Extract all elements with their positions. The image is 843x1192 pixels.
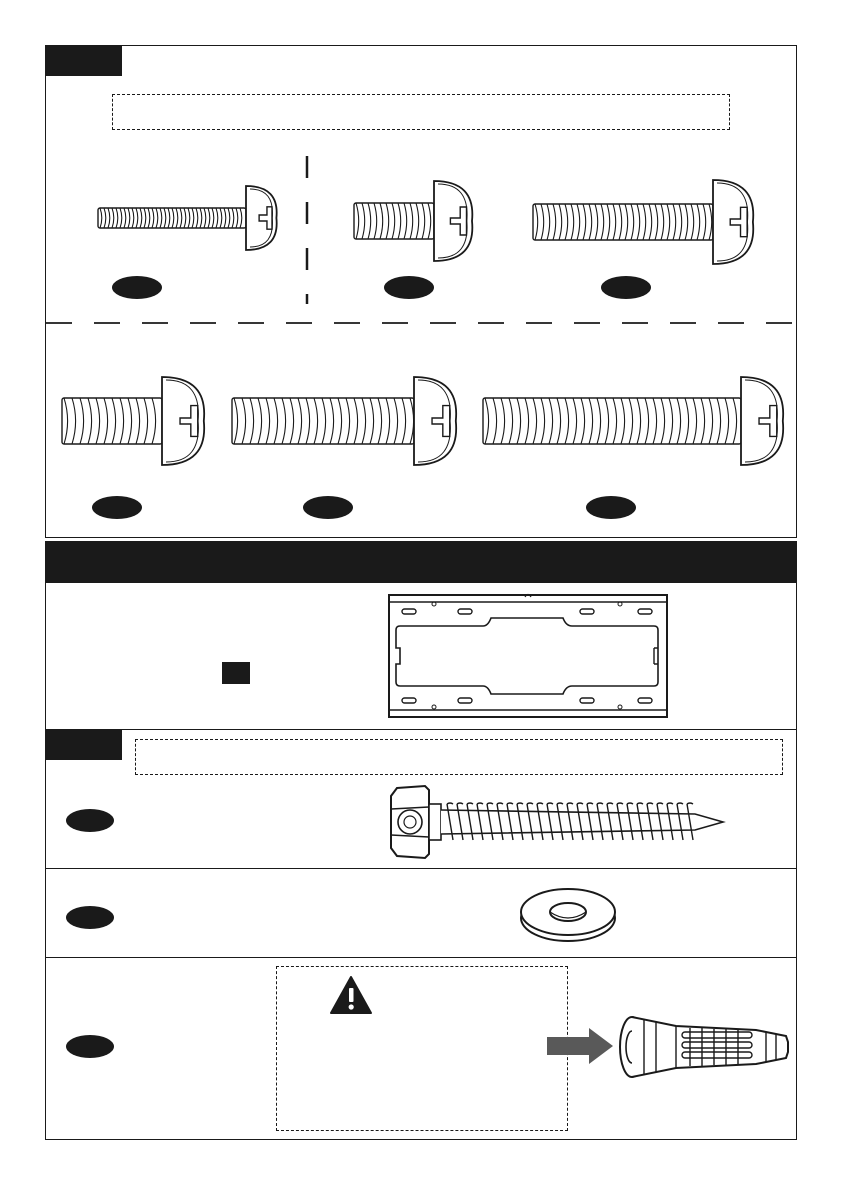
screw-panel-note-box <box>112 94 730 130</box>
arrow-right-icon <box>545 1026 615 1066</box>
washer-badge <box>66 906 114 929</box>
pan-head-screw-short-icon <box>352 178 478 264</box>
screw-badge-5 <box>303 496 353 519</box>
screw-badge-1 <box>112 276 162 299</box>
pan-head-screw-medium-icon <box>531 177 759 267</box>
pan-head-screw-large-medium-icon <box>230 374 462 468</box>
pan-head-screw-thin-icon <box>96 183 282 253</box>
wall-hardware-note-box <box>135 739 783 775</box>
screw-panel-tag <box>45 45 122 76</box>
wall-plate-icon <box>388 594 668 718</box>
screw-badge-3 <box>601 276 651 299</box>
warning-triangle-icon <box>329 975 373 1015</box>
pan-head-screw-large-long-icon <box>481 374 789 468</box>
vertical-dashed-divider <box>305 156 309 306</box>
row-divider-2 <box>45 957 797 958</box>
wall-plate-header-bar <box>45 541 797 583</box>
horizontal-dashed-divider <box>46 321 796 325</box>
wall-plate-quantity-box <box>222 662 250 684</box>
pan-head-screw-large-short-icon <box>60 374 210 468</box>
lag-bolt-badge <box>66 809 114 832</box>
lag-bolt-icon <box>385 782 730 862</box>
wall-hardware-tag <box>45 729 122 760</box>
warning-box <box>276 966 568 1131</box>
screw-badge-6 <box>586 496 636 519</box>
screw-badge-2 <box>384 276 434 299</box>
row-divider-1 <box>45 868 797 869</box>
wall-anchor-badge <box>66 1035 114 1058</box>
wall-anchor-icon <box>616 1012 791 1082</box>
washer-icon <box>518 884 618 944</box>
screw-badge-4 <box>92 496 142 519</box>
